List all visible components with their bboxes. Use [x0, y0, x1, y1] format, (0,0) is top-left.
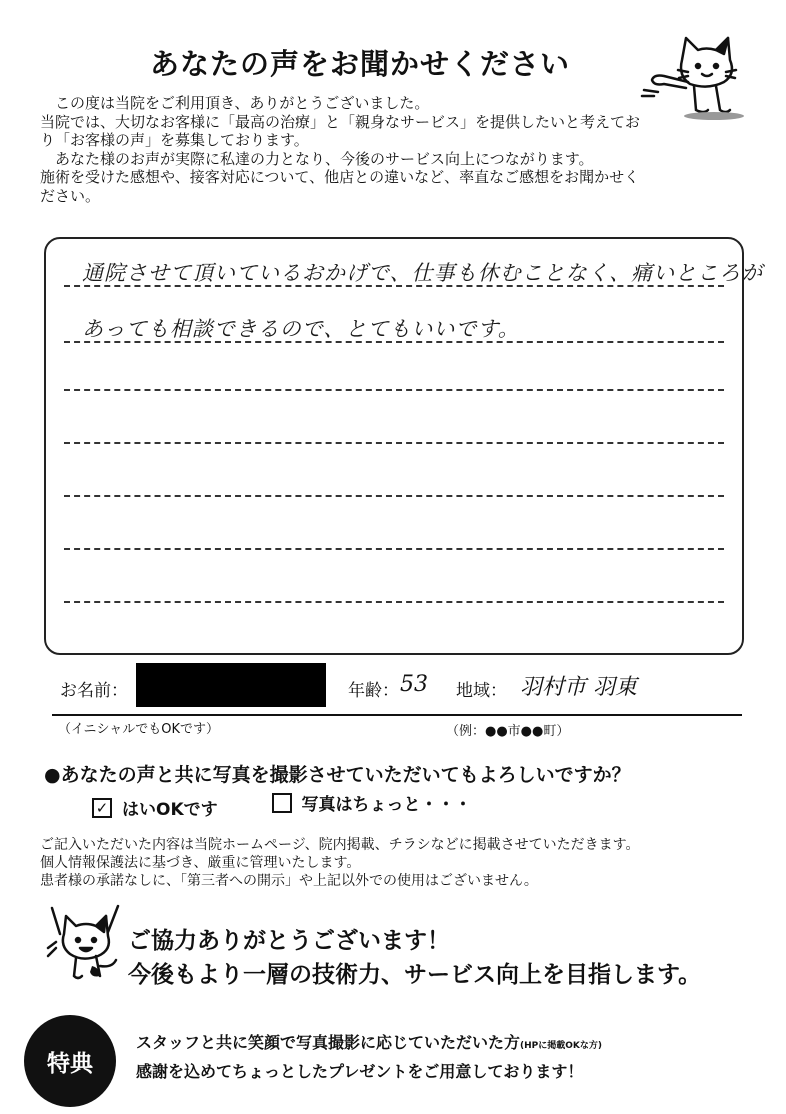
- age-value: 53: [400, 672, 428, 697]
- perk-line-1: [136, 1030, 602, 1059]
- checkbox-checked-icon[interactable]: ✓: [92, 798, 112, 818]
- thanks-line: 今後もより一層の技術力、サービス向上を目指します。: [128, 962, 702, 988]
- form-underline: [52, 714, 742, 716]
- region-label: 地域：: [456, 681, 507, 701]
- comment-box[interactable]: [44, 237, 764, 655]
- intro-line: あなた様のお声が実際に私達の力となり、今後のサービス向上につながります。: [40, 149, 594, 168]
- photo-no-label: 写真はちょっと・・・: [301, 795, 472, 815]
- intro-line: 当院では、大切なお客様に「最高の治療」と「親身なサービス」を提供したいと考えてお: [40, 112, 641, 131]
- notice-line: 患者様の承諾なしに、「第三者への開示」や上記以外での使用はございません。: [40, 873, 538, 889]
- thanks-line: ご協力ありがとうございます！: [128, 928, 450, 954]
- checkbox-empty-icon[interactable]: [272, 793, 292, 813]
- photo-options: [92, 790, 520, 820]
- age-label: 年齢：: [348, 681, 399, 701]
- intro-text: [40, 94, 748, 205]
- perk-line-1-main: スタッフと共に笑顔で写真撮影に応じていただいた方: [136, 1033, 521, 1052]
- intro-line: 施術を受けた感想や、接客対応について、他店との違いなど、率直なご感想をお聞かせく: [40, 168, 640, 186]
- photo-yes-label: はいOKです: [122, 800, 218, 820]
- intro-line: り「お客様の声」を募集しております。: [40, 131, 309, 149]
- comment-line: あっても相談できるので、とてもいいです。: [82, 317, 520, 341]
- perk-line-1-note: (HPに掲載OKな方): [520, 1041, 602, 1051]
- name-label: お名前：: [60, 681, 128, 701]
- thanks-message: [128, 924, 701, 992]
- writing-line: [64, 601, 724, 603]
- photo-yes-option[interactable]: [92, 795, 218, 820]
- region-note: （例：●●市●●町）: [446, 724, 570, 739]
- perk-badge: 特典: [24, 1015, 116, 1107]
- notice-line: 個人情報保護法に基づき、厳重に管理いたします。: [40, 855, 361, 871]
- perk-line-2: 感謝を込めてちょっとしたプレゼントをご用意しております！: [136, 1062, 584, 1081]
- writing-line: [64, 442, 724, 444]
- comment-line: 通院させて頂いているおかげで、仕事も休むことなく、痛いところが: [82, 261, 764, 285]
- cheering-cat-icon: [42, 902, 128, 986]
- photo-question: ●あなたの声と共に写真を撮影させていただいてもよろしいですか？: [44, 764, 631, 786]
- perk-text: [136, 1030, 602, 1085]
- photo-no-option[interactable]: [272, 790, 472, 815]
- notice-line: ご記入いただいた内容は当院ホームページ、院内掲載、チラシなどに掲載させていただきます。: [40, 837, 640, 853]
- respondent-info: [52, 662, 742, 739]
- region-value: 羽村市 羽東: [520, 675, 637, 700]
- intro-line: この度は当院をご利用頂き、ありがとうございました。: [40, 94, 430, 112]
- privacy-notice: [40, 836, 639, 890]
- intro-line: ださい。: [40, 186, 101, 205]
- writing-line: [64, 548, 724, 550]
- writing-line: [64, 495, 724, 497]
- page-title: あなたの声をお聞かせください: [150, 47, 571, 81]
- redacted-name: [136, 663, 326, 707]
- writing-line: [64, 389, 724, 391]
- name-note: （イニシャルでもOKです）: [58, 722, 219, 737]
